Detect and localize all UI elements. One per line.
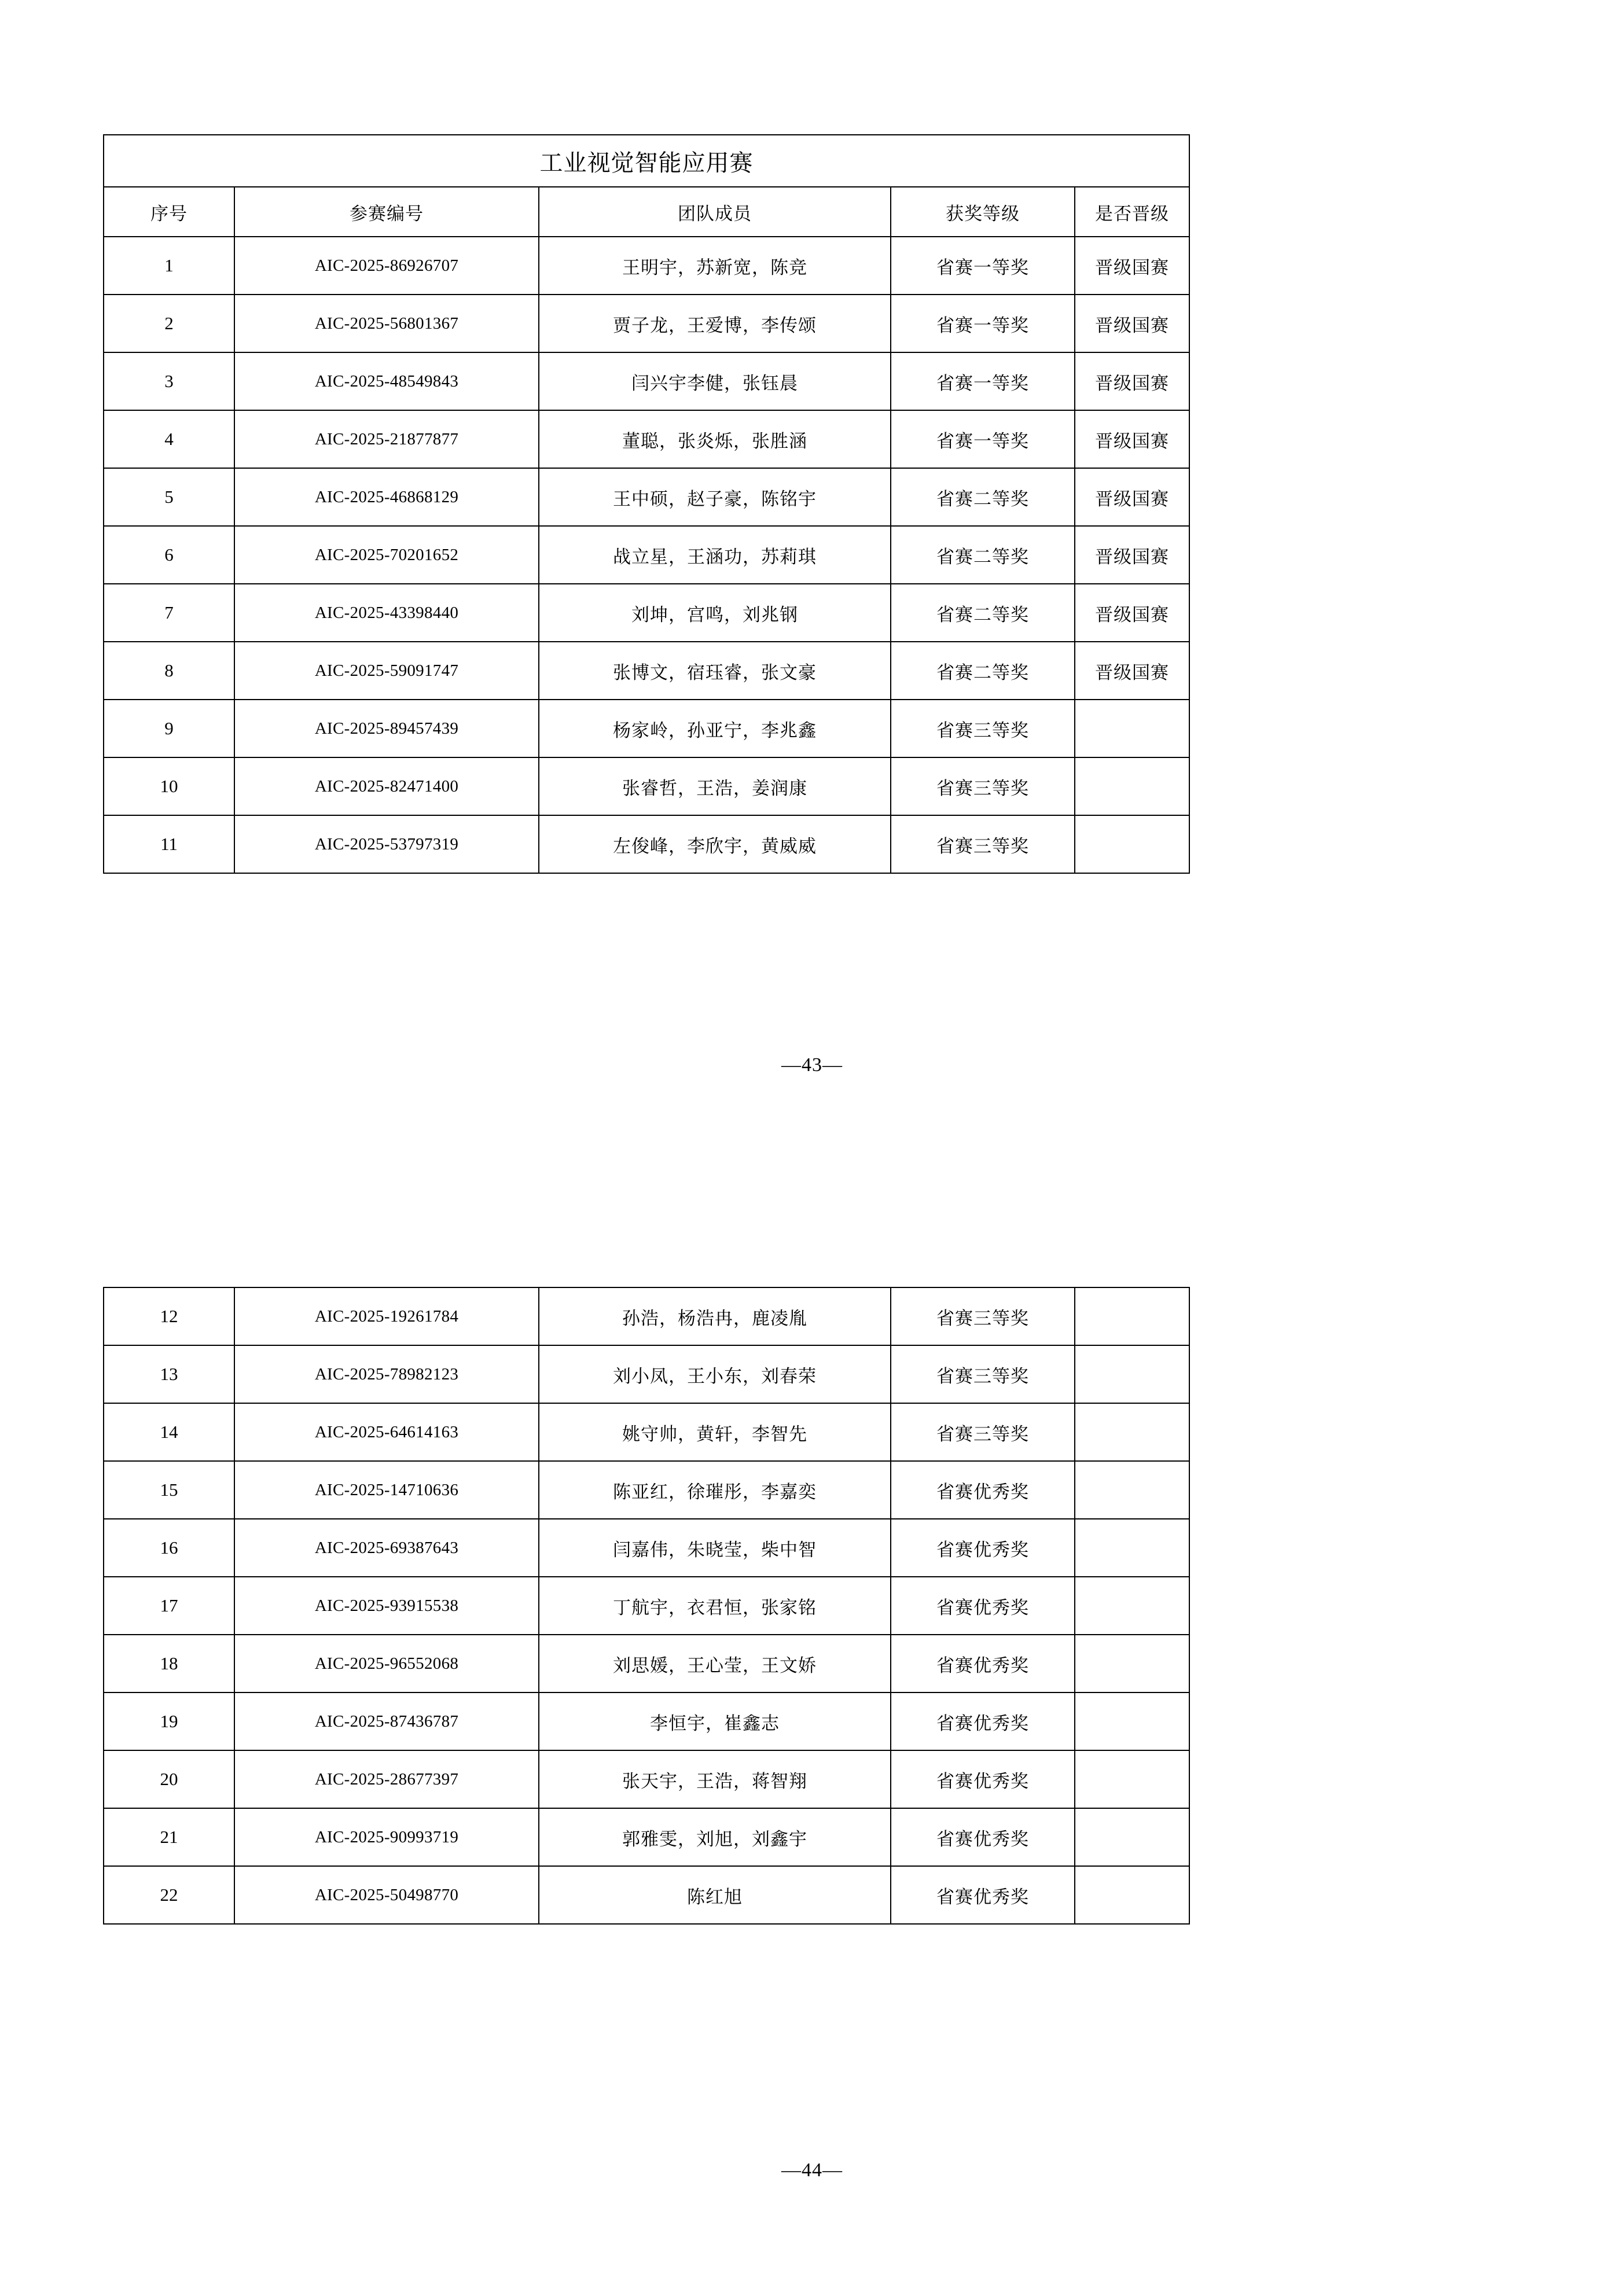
cell-advance-status: 晋级国赛 [1075, 352, 1189, 410]
document-page-2 [0, 1180, 1624, 2296]
cell-award-level: 省赛三等奖 [891, 1287, 1075, 1345]
cell-award-level: 省赛二等奖 [891, 584, 1075, 642]
award-table-page-2 [103, 1287, 1190, 1925]
table-row [104, 1403, 1189, 1461]
cell-sequence-number: 5 [104, 468, 234, 526]
cell-advance-status [1075, 1750, 1189, 1808]
cell-award-level: 省赛优秀奖 [891, 1519, 1075, 1577]
table-row [104, 237, 1189, 295]
cell-entry-code: AIC-2025-86926707 [234, 237, 539, 295]
cell-entry-code: AIC-2025-19261784 [234, 1287, 539, 1345]
column-header-team: 团队成员 [539, 187, 891, 237]
table-row [104, 526, 1189, 584]
cell-award-level: 省赛一等奖 [891, 295, 1075, 352]
cell-advance-status [1075, 700, 1189, 757]
cell-team-members: 张天宇，王浩，蒋智翔 [539, 1750, 891, 1808]
cell-entry-code: AIC-2025-21877877 [234, 410, 539, 468]
cell-advance-status: 晋级国赛 [1075, 410, 1189, 468]
cell-team-members: 王中硕，赵子豪，陈铭宇 [539, 468, 891, 526]
table-row [104, 1461, 1189, 1519]
table-title-row [104, 135, 1189, 187]
cell-sequence-number: 9 [104, 700, 234, 757]
table-row [104, 642, 1189, 700]
cell-advance-status [1075, 1692, 1189, 1750]
cell-team-members: 丁航宇，衣君恒，张家铭 [539, 1577, 891, 1635]
cell-advance-status [1075, 1519, 1189, 1577]
cell-entry-code: AIC-2025-43398440 [234, 584, 539, 642]
cell-entry-code: AIC-2025-87436787 [234, 1692, 539, 1750]
cell-sequence-number: 8 [104, 642, 234, 700]
award-table-page-1 [103, 134, 1190, 874]
cell-sequence-number: 7 [104, 584, 234, 642]
column-header-row [104, 187, 1189, 237]
cell-advance-status [1075, 1287, 1189, 1345]
award-table-header [104, 135, 1189, 237]
column-header-adv: 是否晋级 [1075, 187, 1189, 237]
table-title: 工业视觉智能应用赛 [104, 135, 1189, 187]
cell-entry-code: AIC-2025-56801367 [234, 295, 539, 352]
cell-sequence-number: 2 [104, 295, 234, 352]
cell-advance-status: 晋级国赛 [1075, 468, 1189, 526]
cell-advance-status: 晋级国赛 [1075, 526, 1189, 584]
table-row [104, 468, 1189, 526]
cell-entry-code: AIC-2025-89457439 [234, 700, 539, 757]
cell-sequence-number: 21 [104, 1808, 234, 1866]
cell-award-level: 省赛一等奖 [891, 410, 1075, 468]
cell-advance-status [1075, 1345, 1189, 1403]
cell-team-members: 杨家岭，孙亚宁，李兆鑫 [539, 700, 891, 757]
table-row [104, 815, 1189, 873]
cell-sequence-number: 1 [104, 237, 234, 295]
cell-award-level: 省赛优秀奖 [891, 1692, 1075, 1750]
cell-sequence-number: 20 [104, 1750, 234, 1808]
award-table-page-1-wrapper [103, 134, 1189, 874]
cell-team-members: 战立星，王涵功，苏莉琪 [539, 526, 891, 584]
column-header-award: 获奖等级 [891, 187, 1075, 237]
cell-entry-code: AIC-2025-28677397 [234, 1750, 539, 1808]
cell-entry-code: AIC-2025-82471400 [234, 757, 539, 815]
cell-team-members: 张博文，宿珏睿，张文豪 [539, 642, 891, 700]
column-header-seq: 序号 [104, 187, 234, 237]
cell-sequence-number: 16 [104, 1519, 234, 1577]
cell-entry-code: AIC-2025-70201652 [234, 526, 539, 584]
cell-entry-code: AIC-2025-48549843 [234, 352, 539, 410]
cell-award-level: 省赛优秀奖 [891, 1750, 1075, 1808]
cell-entry-code: AIC-2025-64614163 [234, 1403, 539, 1461]
cell-advance-status [1075, 1808, 1189, 1866]
cell-sequence-number: 11 [104, 815, 234, 873]
table-row [104, 1519, 1189, 1577]
award-table-page-2-wrapper [103, 1287, 1189, 1925]
cell-team-members: 左俊峰，李欣宇，黄威威 [539, 815, 891, 873]
cell-team-members: 董聪，张炎烁，张胜涵 [539, 410, 891, 468]
cell-entry-code: AIC-2025-59091747 [234, 642, 539, 700]
cell-team-members: 刘坤，宫鸣，刘兆钢 [539, 584, 891, 642]
cell-sequence-number: 15 [104, 1461, 234, 1519]
cell-award-level: 省赛一等奖 [891, 237, 1075, 295]
column-header-code: 参赛编号 [234, 187, 539, 237]
cell-sequence-number: 19 [104, 1692, 234, 1750]
cell-entry-code: AIC-2025-78982123 [234, 1345, 539, 1403]
cell-team-members: 贾子龙，王爱博，李传颂 [539, 295, 891, 352]
cell-team-members: 陈亚红，徐璀彤，李嘉奕 [539, 1461, 891, 1519]
cell-sequence-number: 18 [104, 1635, 234, 1692]
cell-sequence-number: 17 [104, 1577, 234, 1635]
cell-award-level: 省赛优秀奖 [891, 1866, 1075, 1924]
table-row [104, 1866, 1189, 1924]
cell-award-level: 省赛一等奖 [891, 352, 1075, 410]
award-table-body-page-1 [104, 237, 1189, 873]
cell-team-members: 姚守帅，黄轩，李智先 [539, 1403, 891, 1461]
cell-team-members: 李恒宇，崔鑫志 [539, 1692, 891, 1750]
cell-team-members: 闫嘉伟，朱晓莹，柴中智 [539, 1519, 891, 1577]
cell-advance-status [1075, 815, 1189, 873]
cell-sequence-number: 10 [104, 757, 234, 815]
table-row [104, 1577, 1189, 1635]
cell-award-level: 省赛二等奖 [891, 526, 1075, 584]
table-row [104, 1287, 1189, 1345]
cell-sequence-number: 13 [104, 1345, 234, 1403]
cell-entry-code: AIC-2025-14710636 [234, 1461, 539, 1519]
cell-award-level: 省赛三等奖 [891, 815, 1075, 873]
table-row [104, 1635, 1189, 1692]
table-row [104, 584, 1189, 642]
cell-award-level: 省赛二等奖 [891, 468, 1075, 526]
cell-award-level: 省赛三等奖 [891, 1403, 1075, 1461]
cell-team-members: 刘思媛，王心莹，王文娇 [539, 1635, 891, 1692]
cell-award-level: 省赛优秀奖 [891, 1635, 1075, 1692]
table-row [104, 1808, 1189, 1866]
table-row [104, 410, 1189, 468]
table-row [104, 1750, 1189, 1808]
cell-award-level: 省赛三等奖 [891, 1345, 1075, 1403]
cell-entry-code: AIC-2025-46868129 [234, 468, 539, 526]
cell-entry-code: AIC-2025-53797319 [234, 815, 539, 873]
cell-entry-code: AIC-2025-69387643 [234, 1519, 539, 1577]
cell-sequence-number: 12 [104, 1287, 234, 1345]
cell-award-level: 省赛优秀奖 [891, 1808, 1075, 1866]
cell-sequence-number: 14 [104, 1403, 234, 1461]
table-row [104, 1345, 1189, 1403]
table-row [104, 757, 1189, 815]
cell-award-level: 省赛优秀奖 [891, 1461, 1075, 1519]
cell-award-level: 省赛三等奖 [891, 757, 1075, 815]
table-row [104, 295, 1189, 352]
cell-entry-code: AIC-2025-90993719 [234, 1808, 539, 1866]
cell-award-level: 省赛优秀奖 [891, 1577, 1075, 1635]
cell-sequence-number: 22 [104, 1866, 234, 1924]
cell-team-members: 刘小凤，王小东，刘春荣 [539, 1345, 891, 1403]
cell-sequence-number: 4 [104, 410, 234, 468]
cell-advance-status [1075, 1403, 1189, 1461]
cell-sequence-number: 6 [104, 526, 234, 584]
cell-team-members: 陈红旭 [539, 1866, 891, 1924]
table-row [104, 352, 1189, 410]
award-table-body-page-2 [104, 1287, 1189, 1924]
cell-advance-status: 晋级国赛 [1075, 237, 1189, 295]
cell-team-members: 郭雅雯，刘旭，刘鑫宇 [539, 1808, 891, 1866]
cell-advance-status [1075, 1866, 1189, 1924]
table-row [104, 1692, 1189, 1750]
cell-entry-code: AIC-2025-96552068 [234, 1635, 539, 1692]
cell-advance-status [1075, 1461, 1189, 1519]
cell-advance-status: 晋级国赛 [1075, 584, 1189, 642]
cell-sequence-number: 3 [104, 352, 234, 410]
page-number-43: —43— [781, 1054, 843, 1076]
cell-team-members: 张睿哲，王浩，姜润康 [539, 757, 891, 815]
cell-team-members: 孙浩，杨浩冉，鹿凌胤 [539, 1287, 891, 1345]
page-number-44: —44— [781, 2159, 843, 2181]
cell-entry-code: AIC-2025-50498770 [234, 1866, 539, 1924]
cell-advance-status: 晋级国赛 [1075, 642, 1189, 700]
cell-award-level: 省赛三等奖 [891, 700, 1075, 757]
cell-award-level: 省赛二等奖 [891, 642, 1075, 700]
cell-team-members: 闫兴宇李健，张钰晨 [539, 352, 891, 410]
cell-team-members: 王明宇，苏新宽，陈竞 [539, 237, 891, 295]
table-row [104, 700, 1189, 757]
cell-advance-status [1075, 1577, 1189, 1635]
cell-advance-status [1075, 757, 1189, 815]
cell-advance-status [1075, 1635, 1189, 1692]
cell-advance-status: 晋级国赛 [1075, 295, 1189, 352]
cell-entry-code: AIC-2025-93915538 [234, 1577, 539, 1635]
